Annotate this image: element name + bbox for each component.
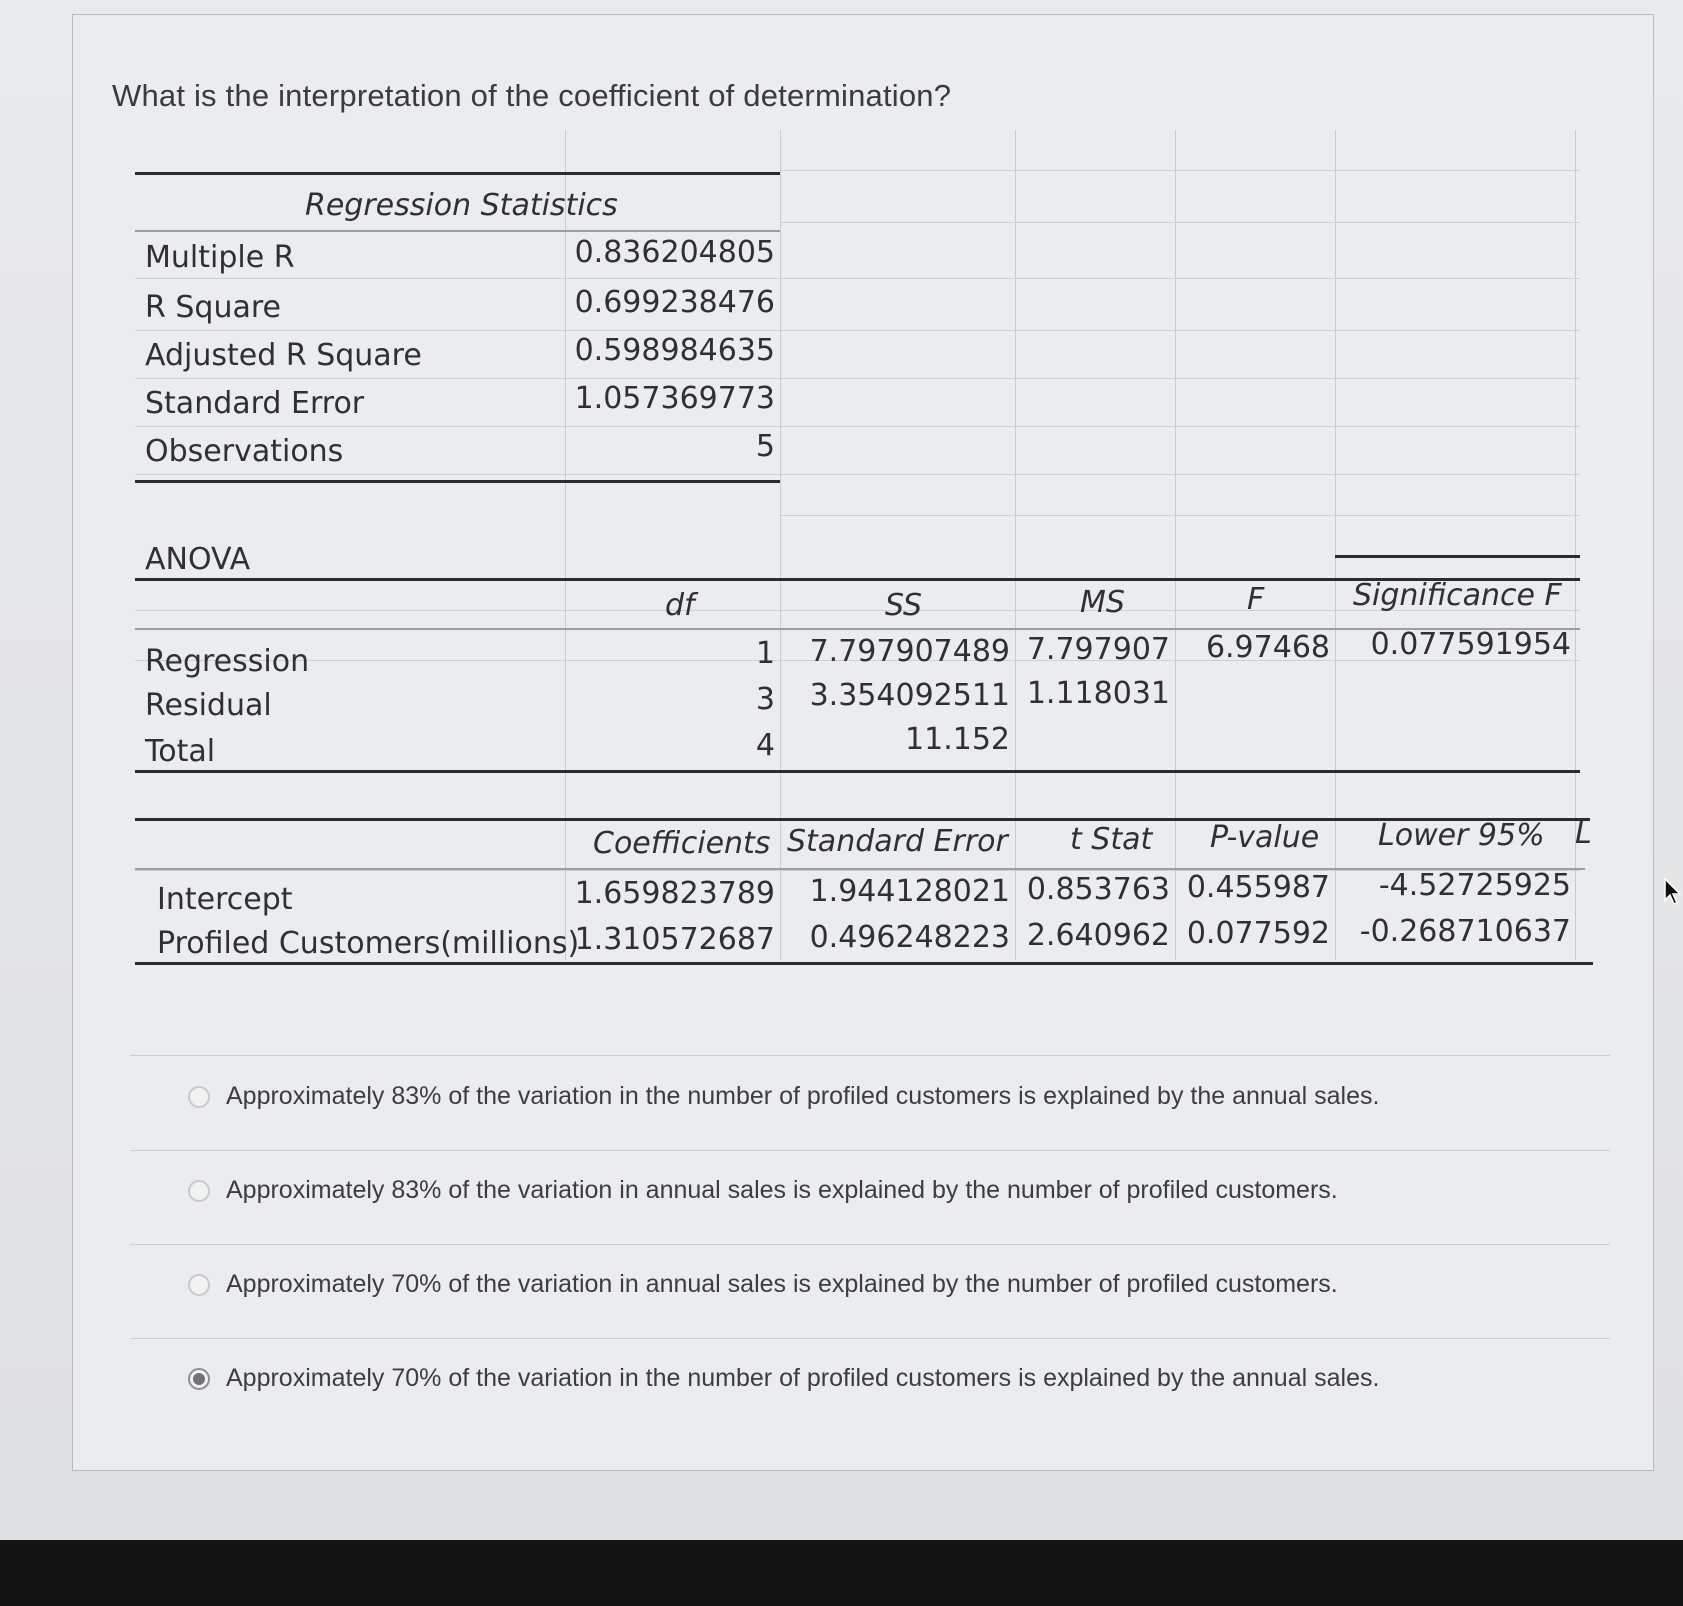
anova-header: MS	[1080, 585, 1125, 620]
coef-header: Lower 95%	[1378, 818, 1545, 853]
radio-icon[interactable]	[188, 1274, 210, 1296]
anova-df: 4	[755, 728, 775, 763]
anova-ss: 7.797907489	[809, 634, 1010, 669]
coef-value: 1.310572687	[574, 922, 775, 957]
coef-t-stat: 2.640962	[1026, 918, 1170, 953]
question-text: What is the interpretation of the coefficient of determination?	[112, 78, 952, 113]
coef-standard-error: 1.944128021	[809, 874, 1010, 909]
coef-value: 1.659823789	[574, 876, 775, 911]
grid-line	[1015, 130, 1016, 960]
anova-df: 3	[755, 682, 775, 717]
grid-line	[780, 130, 781, 960]
coef-lower-95: -4.52725925	[1378, 868, 1571, 903]
coef-lower-95: -0.268710637	[1359, 914, 1571, 949]
stat-label: Standard Error	[145, 386, 365, 421]
coef-header: P-value	[1210, 820, 1320, 855]
stat-value: 0.699238476	[574, 285, 775, 320]
anova-header: df	[665, 588, 695, 623]
answer-option[interactable]	[188, 1176, 1338, 1205]
coef-header: t Stat	[1070, 822, 1153, 857]
coef-standard-error: 0.496248223	[809, 920, 1010, 955]
anova-row-label: Regression	[145, 644, 310, 679]
answer-option[interactable]	[188, 1270, 1338, 1299]
anova-title: ANOVA	[145, 542, 251, 577]
answer-option-label: Approximately 70% of the variation in the number of profiled customers is explained by the annual sales.	[226, 1364, 1380, 1392]
stat-label: Multiple R	[145, 240, 295, 275]
coef-header: Standard Error	[787, 824, 1008, 859]
regression-output-table	[135, 130, 1592, 961]
stat-value: 1.057369773	[574, 381, 775, 416]
stat-value: 5	[755, 429, 775, 464]
stat-value: 0.836204805	[574, 235, 775, 270]
radio-icon[interactable]	[188, 1180, 210, 1202]
stat-label: Observations	[145, 434, 344, 469]
radio-icon[interactable]	[188, 1086, 210, 1108]
coef-header: L	[1575, 816, 1592, 851]
mouse-cursor-icon	[1664, 878, 1682, 906]
anova-f: 6.97468	[1205, 630, 1330, 665]
grid-line	[1175, 130, 1176, 960]
answer-option-selected[interactable]	[188, 1364, 1379, 1393]
stat-label: R Square	[145, 290, 281, 325]
anova-ms: 1.118031	[1026, 676, 1170, 711]
anova-row-label: Total	[145, 734, 216, 769]
coef-p-value: 0.455987	[1186, 870, 1330, 905]
coef-p-value: 0.077592	[1186, 916, 1330, 951]
coef-t-stat: 0.853763	[1026, 872, 1170, 907]
radio-selected-icon[interactable]	[188, 1368, 210, 1390]
coef-header: Coefficients	[593, 826, 771, 861]
monitor-bezel	[0, 1540, 1683, 1606]
anova-ss: 3.354092511	[809, 678, 1010, 713]
anova-header: Significance F	[1353, 578, 1562, 613]
anova-ms: 7.797907	[1026, 632, 1170, 667]
anova-ss: 11.152	[905, 722, 1010, 757]
anova-header: SS	[885, 588, 923, 623]
stat-label: Adjusted R Square	[145, 338, 422, 373]
coef-row-label: Intercept	[157, 882, 293, 917]
anova-row-label: Residual	[145, 688, 272, 723]
regression-statistics-title: Regression Statistics	[305, 188, 618, 223]
anova-df: 1	[755, 636, 775, 671]
grid-line	[1335, 130, 1336, 960]
answer-option-label: Approximately 83% of the variation in annual sales is explained by the number of profiled customers.	[226, 1176, 1338, 1204]
coef-row-label: Profiled Customers(millions)	[157, 926, 580, 961]
answer-option-label: Approximately 83% of the variation in the number of profiled customers is explained by the annual sales.	[226, 1082, 1380, 1110]
anova-header: F	[1247, 582, 1265, 617]
stat-value: 0.598984635	[574, 333, 775, 368]
answer-option-label: Approximately 70% of the variation in annual sales is explained by the number of profiled customers.	[226, 1270, 1338, 1298]
answer-option[interactable]	[188, 1082, 1379, 1111]
anova-significance-f: 0.077591954	[1370, 627, 1571, 662]
